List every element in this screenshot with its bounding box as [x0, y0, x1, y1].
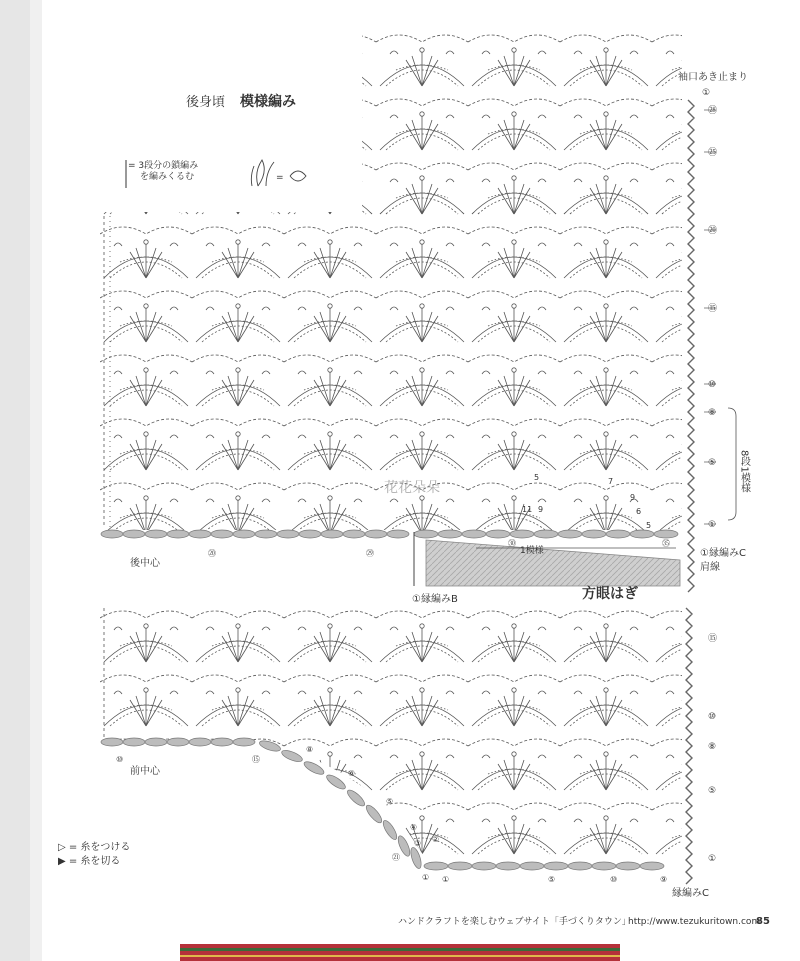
- front-body-chart: [100, 604, 692, 884]
- cluster-symbol-icon: [251, 160, 306, 186]
- border-bead: [101, 738, 123, 746]
- border-bead: [606, 530, 630, 538]
- page-number: 85: [756, 916, 770, 927]
- border-bead: [558, 530, 582, 538]
- border-bead: [654, 530, 678, 538]
- back-right-edging: [688, 100, 694, 592]
- title-pattern: 模様編み: [240, 94, 296, 110]
- front-edging-c: 縁編みC: [672, 888, 709, 899]
- back-count-30: ㉚: [508, 539, 516, 548]
- border-bead: [496, 862, 520, 870]
- small-num-9a: 9: [630, 493, 636, 502]
- bottom-count: ①: [442, 875, 450, 884]
- small-num-5: 5: [534, 473, 540, 482]
- footer-text: ハンドクラフトを楽しむウェブサイト「手づくりタウン」: [398, 917, 631, 927]
- border-bead: [343, 530, 365, 538]
- border-bead: [582, 530, 606, 538]
- border-bead: [486, 530, 510, 538]
- neck-bead: [364, 803, 384, 825]
- border-bead: [189, 530, 211, 538]
- border-bead: [568, 862, 592, 870]
- neck-count: ④: [410, 823, 418, 832]
- small-num-6: 6: [636, 507, 642, 516]
- border-bead: [630, 530, 654, 538]
- front-row-mark: ⑮: [708, 634, 718, 644]
- border-bead: [544, 862, 568, 870]
- neck-count: ⑧: [306, 745, 314, 754]
- note-line-1: = 3段分の鎖編み: [128, 161, 199, 171]
- back-row-mark: ①: [708, 520, 717, 530]
- small-num-5b: 5: [646, 521, 652, 530]
- border-bead: [167, 530, 189, 538]
- back-row-mark: ⑮: [708, 304, 718, 314]
- border-bead: [123, 738, 145, 746]
- back-row-marks: [708, 105, 717, 530]
- neck-count: ③: [414, 839, 422, 848]
- border-bead: [145, 530, 167, 538]
- back-row-mark: ⑧: [708, 408, 717, 418]
- border-bead: [424, 862, 448, 870]
- border-bead: [211, 530, 233, 538]
- border-bead: [321, 530, 343, 538]
- neck-count: ⑤: [386, 797, 394, 806]
- mesh-join: 方眼はぎ: [582, 586, 638, 602]
- back-row-mark: ㉘: [708, 106, 718, 116]
- front-right-edging: [686, 608, 692, 884]
- title-part: 後身頃: [186, 95, 226, 110]
- small-num-11: 11: [522, 505, 533, 514]
- neck-count: ①: [422, 873, 430, 882]
- front-row-mark: ⑩: [708, 712, 717, 722]
- footer-url: http://www.tezukuritown.com: [628, 917, 761, 927]
- back-count-35: ㉟: [662, 539, 670, 548]
- front-bottom-counts: [442, 875, 667, 884]
- front-row-mark: ⑤: [708, 786, 717, 796]
- attach-yarn-legend: ▷ = 糸をつける: [58, 842, 131, 853]
- page-gutter-shadow: [0, 0, 30, 961]
- border-bead: [299, 530, 321, 538]
- border-bead: [472, 862, 496, 870]
- border-bead: [211, 738, 233, 746]
- front-center-label: 前中心: [130, 766, 160, 777]
- back-row-mark: ⑩: [708, 380, 717, 390]
- note-line-2: を編みくるむ: [140, 172, 195, 182]
- page-gutter-edge: [30, 0, 42, 961]
- neck-bead: [381, 819, 399, 842]
- border-bead: [534, 530, 558, 538]
- neck-count: ⑥: [348, 769, 356, 778]
- front-row-mark: ⑧: [708, 742, 717, 752]
- mesh-join-area: [426, 540, 680, 586]
- back-row-mark: ⑳: [708, 226, 718, 236]
- back-edging-c: ①縁編みC: [700, 548, 746, 559]
- back-row-mark: ㉕: [708, 148, 718, 158]
- neck-count: ⑮: [252, 755, 260, 764]
- small-num-9b: 9: [538, 505, 544, 514]
- edging-b: ①縁編みB: [412, 594, 458, 605]
- border-bead: [520, 862, 544, 870]
- neck-bead: [325, 773, 348, 792]
- border-bead: [167, 738, 189, 746]
- border-bead: [101, 530, 123, 538]
- watermark: 花花朵朵: [384, 480, 440, 496]
- back-bottom-border: [101, 530, 678, 538]
- sleeve-label: 袖口あき止まり: [678, 72, 748, 83]
- back-upper-lace: [362, 32, 682, 222]
- border-bead: [510, 530, 534, 538]
- front-neck-lace: [262, 742, 682, 866]
- repeat-bracket: [728, 408, 736, 520]
- bottom-count: ⑤: [548, 875, 556, 884]
- svg-text:=: =: [276, 173, 284, 183]
- border-bead: [365, 530, 387, 538]
- border-bead: [462, 530, 486, 538]
- back-count-29: ㉙: [366, 549, 374, 558]
- repeat-label: 8段1模様: [738, 450, 750, 493]
- border-bead: [255, 530, 277, 538]
- border-bead: [592, 862, 616, 870]
- front-row-marks: [708, 633, 717, 864]
- cut-yarn-legend: ▶ = 糸を切る: [58, 856, 121, 867]
- neck-count: ⑩: [116, 755, 124, 764]
- bottom-count: ⑩: [610, 875, 618, 884]
- border-bead: [640, 862, 664, 870]
- border-bead: [189, 738, 211, 746]
- border-bead: [277, 530, 299, 538]
- border-bead: [414, 530, 438, 538]
- border-bead: [233, 530, 255, 538]
- neck-count: ㉑: [392, 853, 400, 862]
- bottom-count: ⑨: [660, 875, 668, 884]
- back-center-label: 後中心: [130, 558, 160, 569]
- back-count-20: ⑳: [208, 549, 216, 558]
- border-bead: [387, 530, 409, 538]
- neck-bead: [345, 788, 367, 809]
- back-row-mark: ⑤: [708, 458, 717, 468]
- border-bead: [145, 738, 167, 746]
- front-upper-lace: [100, 604, 682, 742]
- border-bead: [438, 530, 462, 538]
- border-bead: [123, 530, 145, 538]
- border-bead: [233, 738, 255, 746]
- sleeve-row-mark: ①: [702, 88, 711, 98]
- one-repeat: 1模様: [520, 546, 544, 556]
- neck-count: ②: [432, 835, 440, 844]
- shoulder-line: 肩線: [700, 562, 720, 573]
- plaid-strip: [180, 944, 620, 961]
- border-bead: [616, 862, 640, 870]
- front-row-mark: ①: [708, 854, 717, 864]
- small-num-7: 7: [608, 477, 614, 486]
- border-bead: [448, 862, 472, 870]
